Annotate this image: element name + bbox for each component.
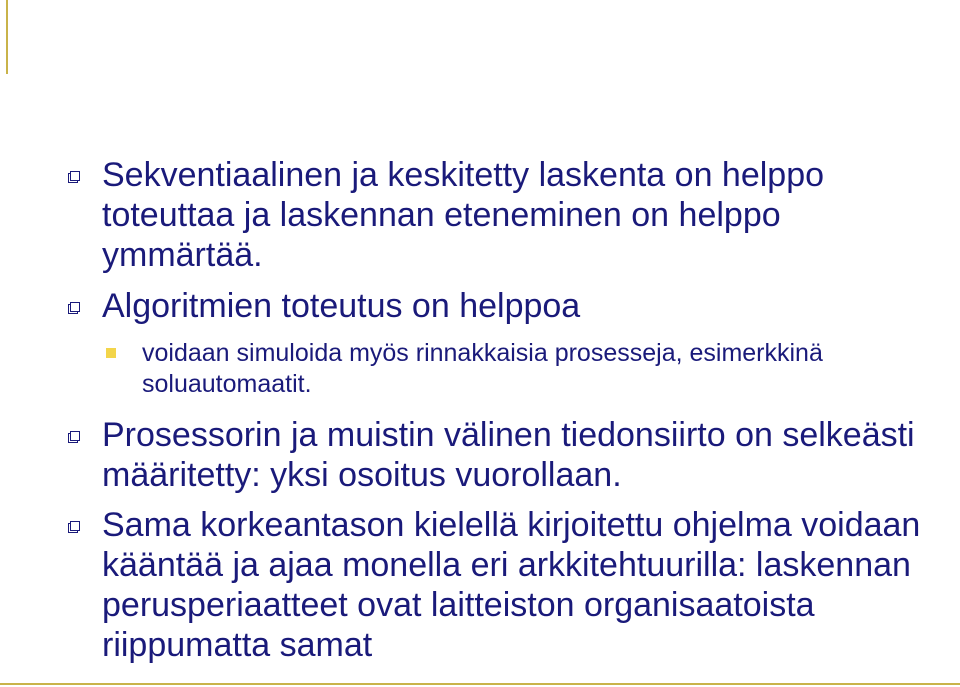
accent-line-vertical [6, 0, 8, 74]
bullet-text-4: Sama korkeantason kielellä kirjoitettu ohjelma voidaan kääntää ja ajaa monella eri arkkitehtuurilla: laskennan perusperiaatteet ovat laitteiston organisaatoista riippumatta samat [102, 506, 921, 664]
square-bullet-icon [106, 348, 116, 358]
bullet-text-3: Prosessorin ja muistin välinen tiedonsiirto on selkeästi määritetty: yksi osoitus vuorollaan. [102, 416, 915, 494]
checkbox-bullet-icon [68, 431, 80, 443]
checkbox-bullet-icon [68, 171, 80, 183]
sub-bullet-text-2-1: voidaan simuloida myös rinnakkaisia prosesseja, esimerkkinä soluautomaatit. [142, 339, 823, 398]
checkbox-bullet-icon [68, 521, 80, 533]
bullet-text-2: Algoritmien toteutus on helppoa [102, 287, 581, 325]
bullet-text-1: Sekventiaalinen ja keskitetty laskenta on helppo toteuttaa ja laskennan eteneminen on helppo ymmärtää. [102, 156, 825, 274]
accent-line-bottom [0, 683, 960, 685]
checkbox-bullet-icon [68, 302, 80, 314]
